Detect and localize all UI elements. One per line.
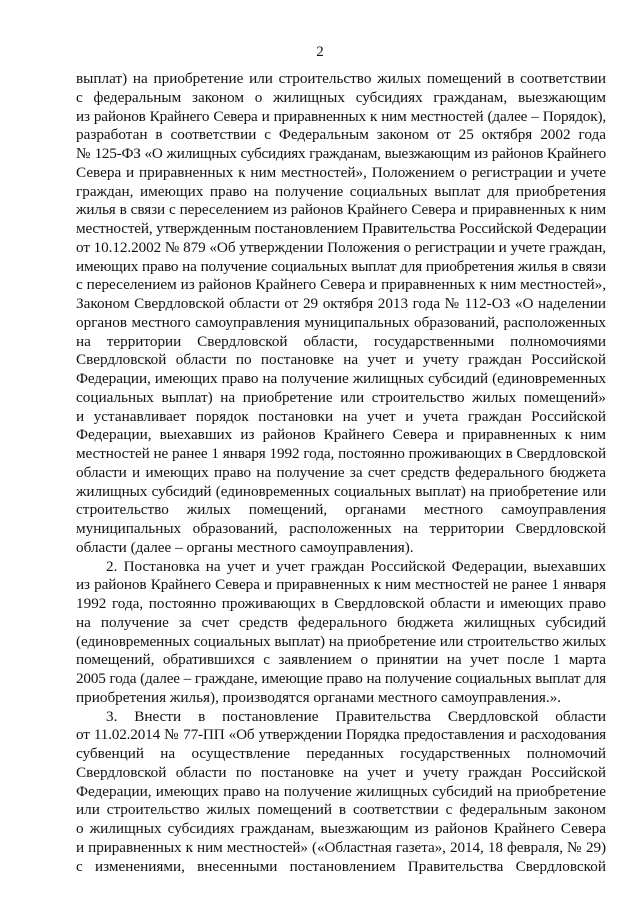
text-line: и устанавливает порядок постановки на учет и учета граждан Российской [76, 407, 606, 425]
text-line: выплат) на приобретение или строительство жилых помещений в соответствии [76, 70, 606, 87]
text-line: субвенций на осуществление переданных государственных полномочий [76, 745, 606, 762]
text-line: и приравненных к ним местностей» («Областная газета», 2014, 18 февраля, № 29) [76, 838, 606, 856]
text-line: органов местного самоуправления муниципальных образований, расположенных [76, 313, 606, 331]
paragraph-2 [76, 558, 606, 708]
paragraph-3 [76, 708, 606, 877]
text-line: муниципальных образований, расположенных на территории Свердловской [76, 520, 606, 537]
text-line: 2. Постановка на учет и учет граждан Российской Федерации, выехавших [106, 557, 606, 575]
text-line: Федерации, имеющих право на получение жилищных субсидий (единовременных [76, 370, 606, 387]
text-line: Свердловской области по постановке на учет и учету граждан Российской [76, 763, 606, 781]
text-line: жилья в связи с переселением из районов Крайнего Севера и приравненных к ним [76, 201, 606, 219]
text-line: Свердловской области по постановке на учет и учету граждан Российской [76, 351, 606, 369]
text-line: из районов Крайнего Севера и приравненных к ним местностей (далее – Порядок), [76, 107, 606, 125]
page-number: 2 [316, 44, 324, 60]
text-line: Федерации, выехавших из районов Крайнего Севера и приравненных к ним [76, 426, 606, 444]
text-line: области (далее – органы местного самоуправления). [76, 538, 414, 556]
text-line: 1992 года, постоянно проживающих в Свердловской области и имеющих право [76, 595, 606, 612]
text-line: жилищных субсидий (единовременных социальных выплат) на приобретение или [76, 482, 606, 500]
text-line: 2005 года (далее – граждане, имеющие право на получение социальных выплат для [76, 670, 606, 687]
text-line: Федерации, имеющих право на получение жилищных субсидий на приобретение [76, 782, 606, 800]
text-line: с переселением из районов Крайнего Севера и приравненных к ним местностей», [76, 276, 606, 294]
text-line: от 11.02.2014 № 77-ПП «Об утверждении Порядка предоставления и расходования [76, 726, 606, 744]
text-line: Законом Свердловской области от 29 октября 2013 года № 112-ОЗ «О наделении [76, 295, 606, 312]
text-line: № 125-ФЗ «О жилищных субсидиях гражданам, выезжающим из районов Крайнего [76, 145, 606, 162]
text-line: с федеральным законом о жилищных субсидиях гражданам, выезжающим [76, 88, 606, 106]
text-line: разработан в соответствии с Федеральным законом от 25 октября 2002 года [76, 126, 606, 144]
paragraph-1 [76, 70, 606, 558]
text-line: строительство жилых помещений, органами местного самоуправления [76, 501, 606, 519]
text-line: приобретения жилья), производятся органами местного самоуправления.». [76, 688, 562, 706]
text-line: (единовременных социальных выплат) на приобретение или строительство жилых [76, 632, 607, 650]
text-line: с изменениями, внесенными постановлением Правительства Свердловской [76, 857, 606, 875]
text-line: на территории Свердловской области, государственными полномочиями [76, 332, 606, 350]
text-line: граждан, имеющих право на получение социальных выплат для приобретения [76, 182, 606, 200]
text-line: от 10.12.2002 № 879 «Об утверждении Положения о регистрации и учете граждан, [76, 238, 606, 256]
text-line: Севера и приравненных к ним местностей», Положением о регистрации и учете [76, 163, 606, 181]
text-line: из районов Крайнего Севера и приравненных к ним местностей не ранее 1 января [76, 576, 606, 594]
text-line: местностей не ранее 1 января 1992 года, постоянно проживающих в Свердловской [76, 445, 606, 462]
text-line: социальных выплат) на приобретение или строительство жилых помещений» [76, 388, 606, 406]
text-line: местностей, утвержденным постановлением Правительства Российской Федерации [76, 220, 607, 237]
text-line: 3. Внести в постановление Правительства Свердловской области [106, 707, 606, 725]
text-line: имеющих право на получение социальных выплат для приобретения жилья в связи [76, 257, 606, 275]
document-body [76, 70, 606, 876]
text-line: или строительство жилых помещений в соответствии с федеральным законом [76, 801, 606, 819]
text-line: помещений, обратившихся с заявлением о принятии на учет после 1 марта [76, 651, 606, 669]
text-line: на получение за счет средств федерального бюджета жилищных субсидий [76, 613, 606, 631]
text-line: о жилищных субсидиях гражданам, выезжающим из районов Крайнего Севера [76, 820, 606, 837]
text-line: области и имеющих право на получение за счет средств федерального бюджета [76, 463, 606, 481]
